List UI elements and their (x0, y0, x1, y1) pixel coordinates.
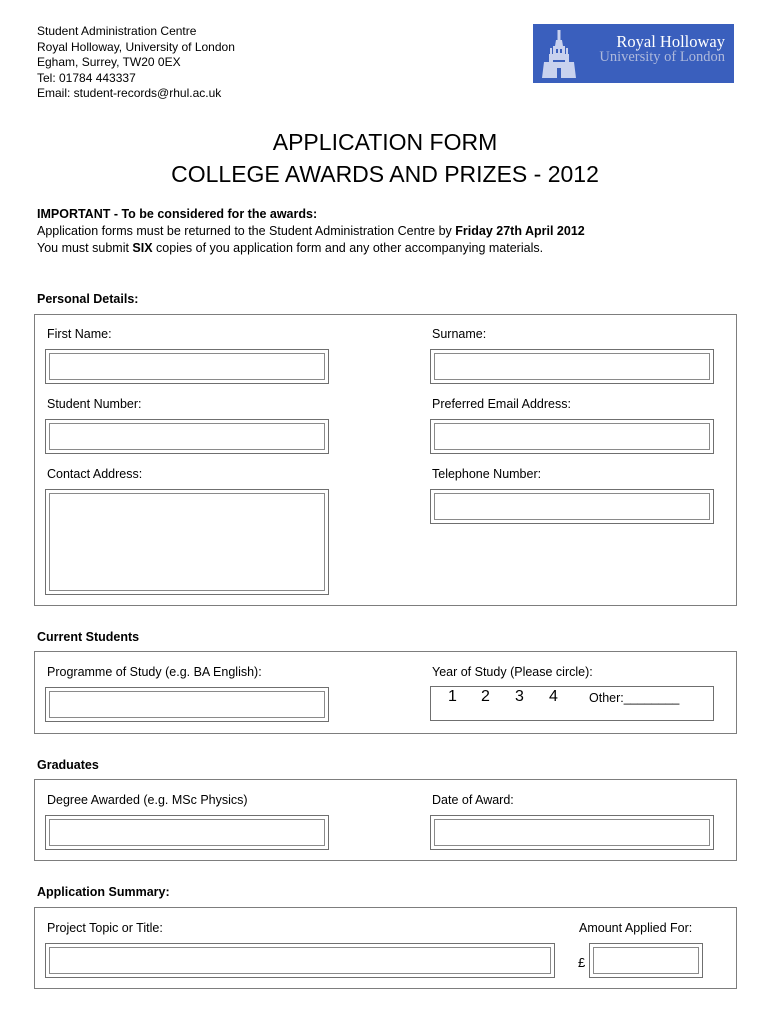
logo-subtitle: University of London (599, 49, 725, 65)
project-title-label: Project Topic or Title: (47, 921, 163, 935)
year-option-1[interactable]: 1 (448, 688, 457, 705)
important-notice (37, 206, 585, 257)
copies-count: SIX (132, 241, 153, 255)
student-number-label: Student Number: (47, 397, 142, 411)
contact-address-input[interactable] (49, 493, 325, 591)
degree-label: Degree Awarded (e.g. MSc Physics) (47, 793, 248, 807)
royal-holloway-logo (533, 24, 734, 83)
programme-input[interactable] (49, 691, 325, 718)
form-title: APPLICATION FORM (272, 129, 498, 155)
date-of-award-label: Date of Award: (432, 793, 514, 807)
project-title-field[interactable] (45, 943, 555, 978)
degree-input[interactable] (49, 819, 325, 846)
personal-details-heading: Personal Details: (37, 292, 139, 306)
form-subtitle: COLLEGE AWARDS AND PRIZES - 2012 (171, 161, 599, 187)
deadline-date: Friday 27th April 2012 (455, 224, 585, 238)
year-option-3[interactable]: 3 (515, 688, 524, 705)
year-option-4[interactable]: 4 (549, 688, 558, 705)
year-option-2[interactable]: 2 (481, 688, 490, 705)
copies-text-end: copies of you application form and any other accompanying materials. (152, 241, 544, 255)
degree-field[interactable] (45, 815, 329, 850)
student-number-field[interactable] (45, 419, 329, 454)
important-heading: IMPORTANT - To be considered for the awards: (37, 207, 318, 221)
date-of-award-field[interactable] (430, 815, 714, 850)
telephone-label: Telephone Number: (432, 467, 542, 481)
first-name-label: First Name: (47, 327, 112, 341)
currency-symbol: £ (578, 955, 586, 970)
amount-input[interactable] (593, 947, 699, 974)
amount-field[interactable] (589, 943, 703, 978)
project-title-input[interactable] (49, 947, 551, 974)
year-other-field[interactable]: Other:________ (589, 691, 680, 705)
surname-input[interactable] (434, 353, 710, 380)
address-block (37, 24, 235, 102)
email-field[interactable] (430, 419, 714, 454)
graduates-heading: Graduates (37, 758, 99, 772)
address-line: Royal Holloway, University of London (37, 39, 235, 54)
address-line: Student Administration Centre (37, 24, 197, 38)
email-label: Preferred Email Address: (432, 397, 571, 411)
email-line: Email: student-records@rhul.ac.uk (37, 86, 222, 100)
surname-label: Surname: (432, 327, 487, 341)
amount-label: Amount Applied For: (579, 921, 693, 935)
current-students-heading: Current Students (37, 630, 140, 644)
address-line: Tel: 01784 443337 (37, 70, 136, 85)
student-number-input[interactable] (49, 423, 325, 450)
programme-label: Programme of Study (e.g. BA English): (47, 665, 262, 679)
email-input[interactable] (434, 423, 710, 450)
application-summary-heading: Application Summary: (37, 885, 170, 899)
logo-title: Royal Holloway (616, 32, 725, 51)
first-name-field[interactable] (45, 349, 329, 384)
first-name-input[interactable] (49, 353, 325, 380)
year-of-study-label: Year of Study (Please circle): (432, 665, 593, 679)
contact-address-field[interactable] (45, 489, 329, 595)
surname-field[interactable] (430, 349, 714, 384)
contact-address-label: Contact Address: (47, 467, 143, 481)
copies-text: You must submit (37, 241, 133, 255)
deadline-line (37, 223, 585, 240)
address-line: Egham, Surrey, TW20 0EX (37, 55, 181, 69)
date-of-award-input[interactable] (434, 819, 710, 846)
telephone-field[interactable] (430, 489, 714, 524)
programme-field[interactable] (45, 687, 329, 722)
telephone-input[interactable] (434, 493, 710, 520)
copies-line (37, 240, 585, 257)
deadline-text: Application forms must be returned to the Student Administration Centre by (37, 224, 456, 238)
